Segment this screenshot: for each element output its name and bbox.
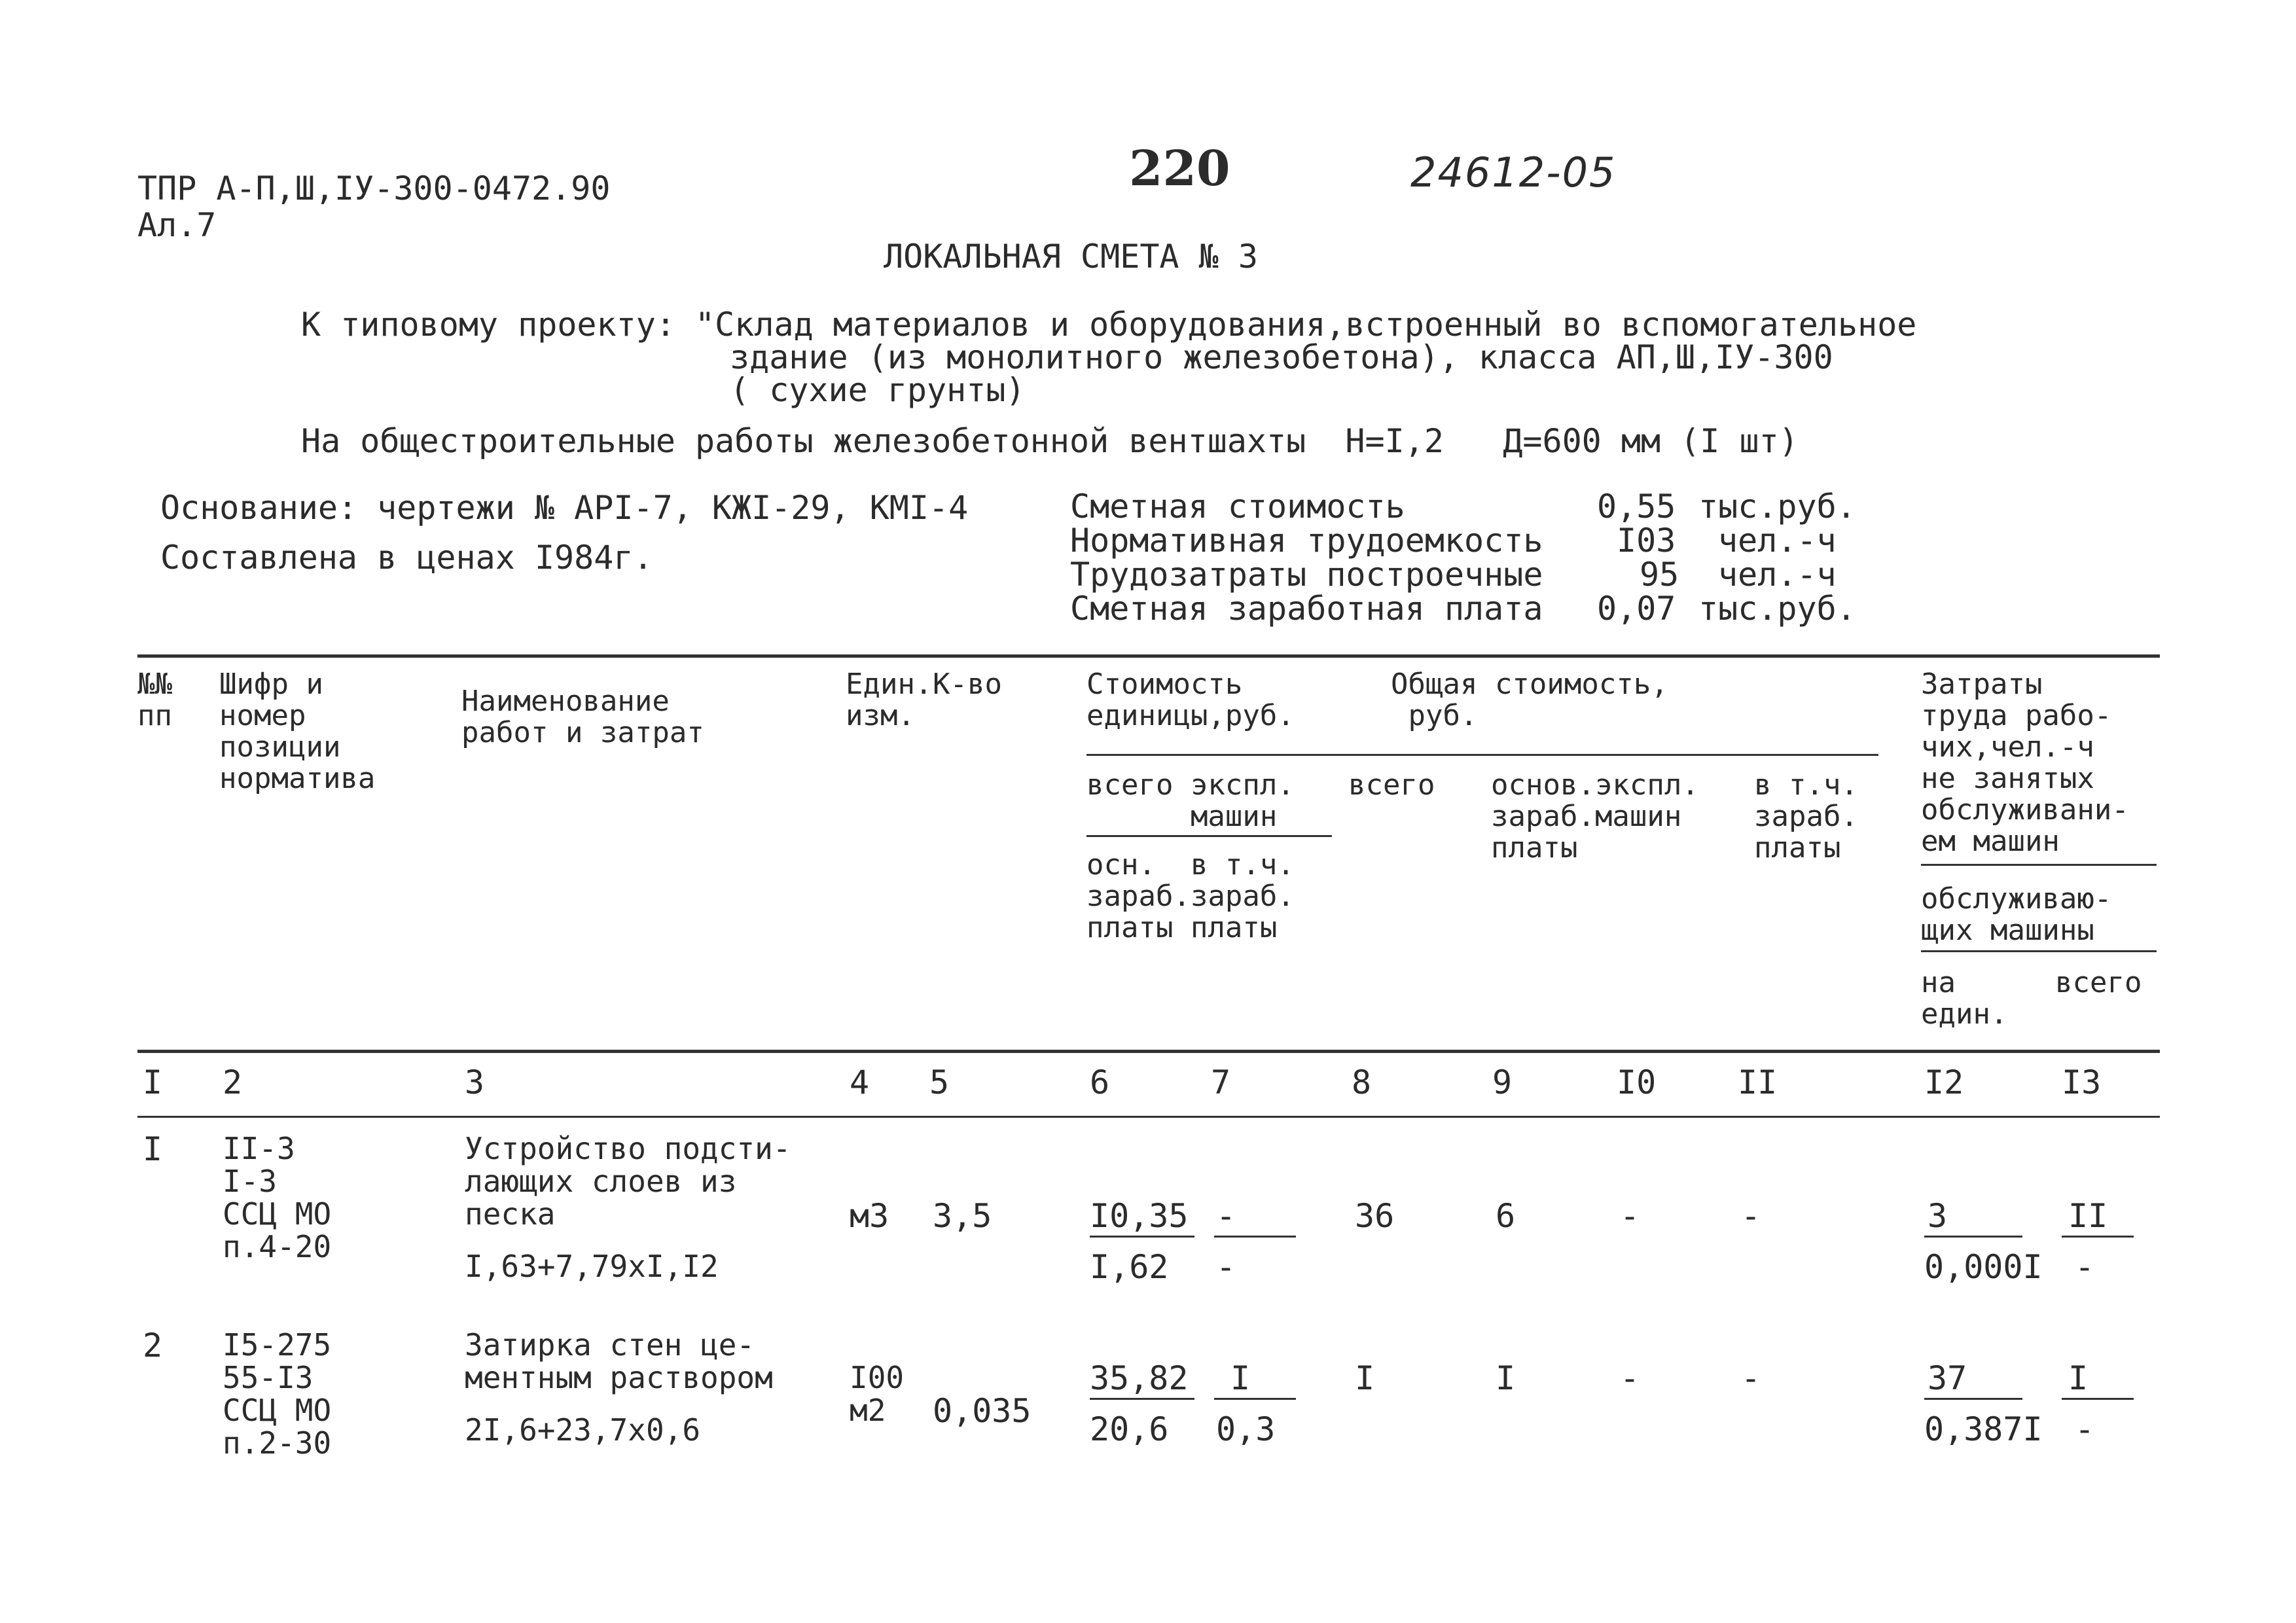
header-col-num: №№ пп	[137, 668, 172, 732]
row-qty: 0,035	[933, 1392, 1031, 1430]
header-labor-total: всего	[2055, 966, 2142, 999]
header-total-cost: Общая стоимость, руб.	[1391, 668, 1668, 732]
header-col-qty: К-во	[933, 668, 1002, 701]
table-top-rule	[137, 654, 2160, 658]
header-sub-rule	[1921, 950, 2157, 952]
works-description: На общестроительные работы железобетонной вентшахты Н=I,2 Д=600 мм (I шт)	[301, 422, 1799, 460]
header-sub-rule	[1921, 864, 2157, 866]
header-tc-total: всего	[1348, 768, 1435, 802]
row-labor-unit: 37	[1928, 1359, 1967, 1397]
header-labor-unit: на	[1921, 966, 1956, 999]
row-tc-mach-wage: -	[1741, 1197, 1761, 1235]
summary-unit: тыс.руб.	[1698, 590, 1856, 628]
col-number: 9	[1492, 1063, 1513, 1101]
row-code: I5-275 55-I3 ССЦ МО п.2-30	[223, 1327, 332, 1461]
page-number: 220	[1129, 141, 1230, 197]
summary-unit: чел.-ч	[1718, 522, 1837, 560]
row-labor-total-2: -	[2075, 1248, 2095, 1286]
row-uc-total: I0,35	[1090, 1197, 1189, 1235]
header-uc-total-mach: всего экспл. машин	[1086, 768, 1295, 833]
header-labor-unit: един.	[1921, 997, 2008, 1031]
col-number: 4	[850, 1063, 870, 1101]
row-tc-mach: -	[1620, 1197, 1640, 1235]
row-uc-mach-wage: -	[1216, 1248, 1236, 1286]
row-uc-wage: I,62	[1090, 1248, 1169, 1286]
row-tc-wage: 6	[1496, 1197, 1516, 1235]
col-number: II	[1738, 1063, 1778, 1101]
row-labor-total-2: -	[2075, 1410, 2095, 1448]
row-formula: I,63+7,79хI,I2	[465, 1249, 719, 1284]
row-tc-wage: I	[1496, 1359, 1516, 1397]
summary-label: Сметная заработная плата	[1070, 590, 1543, 628]
summary-value: 0,55	[1597, 488, 1676, 526]
summary-unit: тыс.руб.	[1698, 488, 1856, 526]
fraction-line	[2062, 1398, 2134, 1400]
summary-value: I03	[1617, 522, 1676, 560]
row-unit: м3	[850, 1197, 889, 1235]
col-numbers-rule	[137, 1116, 2160, 1118]
col-number: I3	[2062, 1063, 2102, 1101]
fraction-line	[1090, 1236, 1194, 1238]
row-labor-total: I	[2068, 1359, 2089, 1397]
row-tc-total: 36	[1355, 1197, 1395, 1235]
fraction-line	[1214, 1236, 1296, 1238]
project-line-2: здание (из монолитного железобетона), класса АП,Ш,IУ-300	[730, 338, 1833, 376]
summary-label: Сметная стоимость	[1070, 488, 1405, 526]
header-uc-wage: осн. в т.ч. зараб.зараб. платы платы	[1086, 848, 1295, 944]
col-number: 6	[1090, 1063, 1110, 1101]
row-uc-mach-wage: 0,3	[1216, 1410, 1276, 1448]
row-tc-mach: -	[1620, 1359, 1640, 1397]
row-unit: I00 м2	[850, 1360, 905, 1428]
col-number: 7	[1211, 1063, 1231, 1101]
header-col-code: Шифр и номер позиции норматива	[219, 668, 376, 795]
row-name: Затирка стен це- ментным раствором	[465, 1327, 773, 1395]
col-number: 3	[465, 1063, 485, 1101]
col-number: I2	[1924, 1063, 1964, 1101]
project-line-3: ( сухие грунты)	[730, 371, 1026, 409]
row-labor-unit-2: 0,000I	[1924, 1248, 2043, 1286]
header-sub-rule	[1210, 835, 1332, 837]
col-number: I0	[1617, 1063, 1657, 1101]
row-uc-mach: I	[1230, 1359, 1251, 1397]
summary-label: Трудозатраты построечные	[1070, 556, 1543, 594]
header-unit-cost: Стоимость единицы,руб.	[1086, 668, 1295, 732]
row-labor-total: II	[2068, 1197, 2108, 1235]
row-qty: 3,5	[933, 1197, 992, 1235]
row-uc-total: 35,82	[1090, 1359, 1189, 1397]
fraction-line	[2062, 1236, 2134, 1238]
project-line-1: К типовому проекту: "Склад материалов и оборудования,встроенный во вспомогательное	[301, 306, 1917, 344]
row-number: I	[143, 1130, 163, 1168]
row-labor-unit-2: 0,387I	[1924, 1410, 2043, 1448]
row-number: 2	[143, 1327, 163, 1364]
row-uc-wage: 20,6	[1090, 1410, 1169, 1448]
col-number: 2	[223, 1063, 243, 1101]
header-tc-incl: в т.ч. зараб. платы	[1754, 768, 1858, 865]
basis-drawings: Основание: чертежи № АРI-7, КЖI-29, КМI-4	[160, 489, 969, 527]
row-tc-total: I	[1355, 1359, 1375, 1397]
summary-unit: чел.-ч	[1718, 556, 1837, 594]
row-tc-mach-wage: -	[1741, 1359, 1761, 1397]
document-code: ТПР А-П,Ш,IУ-300-0472.90	[137, 169, 611, 207]
header-tc-cols: основ.экспл. зараб.машин платы	[1491, 768, 1699, 865]
fraction-line	[1924, 1398, 2022, 1400]
header-bottom-rule	[137, 1050, 2160, 1053]
inventory-number: 24612-05	[1410, 149, 1617, 196]
album-number: Ал.7	[137, 206, 217, 244]
header-col-name: Наименование работ и затрат	[461, 685, 704, 749]
basis-prices: Составлена в ценах I984г.	[160, 539, 653, 577]
summary-label: Нормативная трудоемкость	[1070, 522, 1543, 560]
col-number: I	[143, 1063, 163, 1101]
row-labor-unit: 3	[1928, 1197, 1948, 1235]
summary-value: 0,07	[1597, 590, 1676, 628]
col-number: 8	[1352, 1063, 1372, 1101]
header-col-unit: Един. изм.	[846, 668, 933, 732]
header-sub-rule	[1086, 754, 1878, 756]
header-labor: Затраты труда рабо- чих,чел.-ч не занятых обслуживани- ем машин	[1921, 668, 2129, 858]
row-formula: 2I,6+23,7х0,6	[465, 1412, 701, 1448]
row-uc-mach: -	[1216, 1197, 1236, 1235]
col-number: 5	[929, 1063, 950, 1101]
row-code: II-3 I-3 ССЦ МО п.4-20	[223, 1131, 332, 1264]
document-title: ЛОКАЛЬНАЯ СМЕТА № 3	[884, 238, 1258, 276]
summary-value: 95	[1640, 556, 1679, 594]
header-labor-machines: обслуживаю- щих машины	[1921, 882, 2112, 947]
fraction-line	[1924, 1236, 2022, 1238]
fraction-line	[1214, 1398, 1296, 1400]
row-name: Устройство подсти- лающих слоев из песка	[465, 1131, 791, 1232]
fraction-line	[1090, 1398, 1194, 1400]
